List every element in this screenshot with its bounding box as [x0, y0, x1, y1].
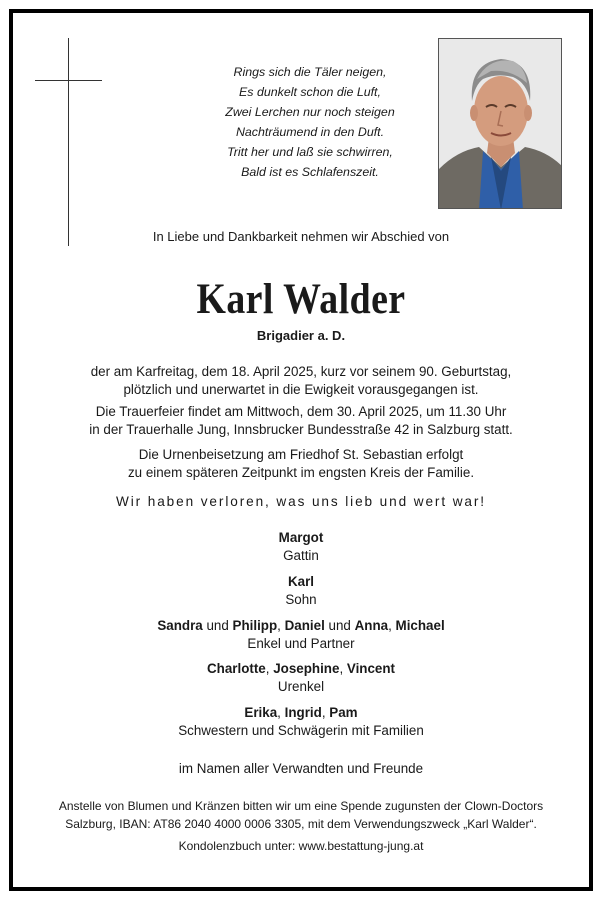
family-name: Josephine [273, 661, 340, 676]
family-name: Anna [354, 618, 389, 633]
family-group [0, 660, 602, 696]
funeral-paragraph [0, 403, 602, 439]
family-role: Gattin [283, 548, 319, 563]
quote: Wir haben verloren, was uns lieb und wert war! [116, 494, 486, 509]
family-name: Sandra [157, 618, 203, 633]
cross-icon [68, 38, 69, 246]
donation-line: Anstelle von Blumen und Kränzen bitten wir um eine Spende zugunsten der Clown-Doctors [58, 799, 544, 813]
poem-line: Nachträumend in den Duft. [235, 125, 385, 139]
family-name: Pam [329, 705, 358, 720]
poem-line: Rings sich die Täler neigen, [233, 65, 387, 79]
family-name: Charlotte [206, 661, 266, 676]
name-connector: und [324, 618, 355, 633]
poem-line: Tritt her und laß sie schwirren, [227, 145, 393, 159]
intro-text: In Liebe und Dankbarkeit nehmen wir Abschied von [152, 229, 450, 244]
deceased-name: Karl Walder [196, 276, 406, 323]
name-connector: , [339, 661, 347, 676]
family-role: Sohn [285, 592, 317, 607]
poem-line: Es dunkelt schon die Luft, [239, 85, 381, 99]
family-group [0, 704, 602, 740]
family-name: Erika [244, 705, 278, 720]
relatives-line: im Namen aller Verwandten und Freunde [178, 761, 424, 776]
poem [150, 62, 470, 182]
condolence-link[interactable]: Kondolenzbuch unter: www.bestattung-jung.at [178, 839, 424, 853]
name-connector: , [277, 618, 285, 633]
family-group [0, 573, 602, 609]
paragraph-line: Die Urnenbeisetzung am Friedhof St. Sebastian erfolgt [138, 447, 464, 462]
burial-paragraph [0, 446, 602, 482]
family-name: Karl [287, 574, 315, 589]
deceased-rank: Brigadier a. D. [256, 328, 346, 343]
paragraph-line: zu einem späteren Zeitpunkt im engsten Kreis der Familie. [127, 465, 475, 480]
paragraph-line: plötzlich und unerwartet in die Ewigkeit vorausgegangen ist. [123, 382, 479, 397]
family-name: Michael [395, 618, 445, 633]
family-role: Urenkel [277, 679, 325, 694]
family-group [0, 529, 602, 565]
name-connector: , [265, 661, 274, 676]
paragraph-line: Die Trauerfeier findet am Mittwoch, dem 30. April 2025, um 11.30 Uhr [95, 404, 507, 419]
family-role: Schwestern und Schwägerin mit Familien [178, 723, 424, 738]
cross-icon-bar [35, 80, 102, 81]
name-connector: , [388, 618, 396, 633]
family-role: Enkel und Partner [247, 636, 355, 651]
death-notice-paragraph [0, 363, 602, 399]
name-connector: , [321, 705, 330, 720]
family-name: Margot [278, 530, 324, 545]
poem-line: Zwei Lerchen nur noch steigen [225, 105, 395, 119]
family-name: Vincent [346, 661, 396, 676]
paragraph-line: der am Karfreitag, dem 18. April 2025, kurz vor seinem 90. Geburtstag, [90, 364, 512, 379]
family-name: Philipp [232, 618, 278, 633]
name-connector: , [277, 705, 285, 720]
poem-line: Bald ist es Schlafenszeit. [241, 165, 379, 179]
family-group [0, 617, 602, 653]
donation-line: Salzburg, IBAN: AT86 2040 4000 0006 3305, mit dem Verwendungszweck „Karl Walder“. [65, 817, 537, 831]
portrait-photo [438, 38, 562, 209]
family-name: Ingrid [284, 705, 322, 720]
donation-notice [0, 797, 602, 833]
name-connector: und [202, 618, 233, 633]
paragraph-line: in der Trauerhalle Jung, Innsbrucker Bundesstraße 42 in Salzburg statt. [89, 422, 513, 437]
family-name: Daniel [284, 618, 325, 633]
